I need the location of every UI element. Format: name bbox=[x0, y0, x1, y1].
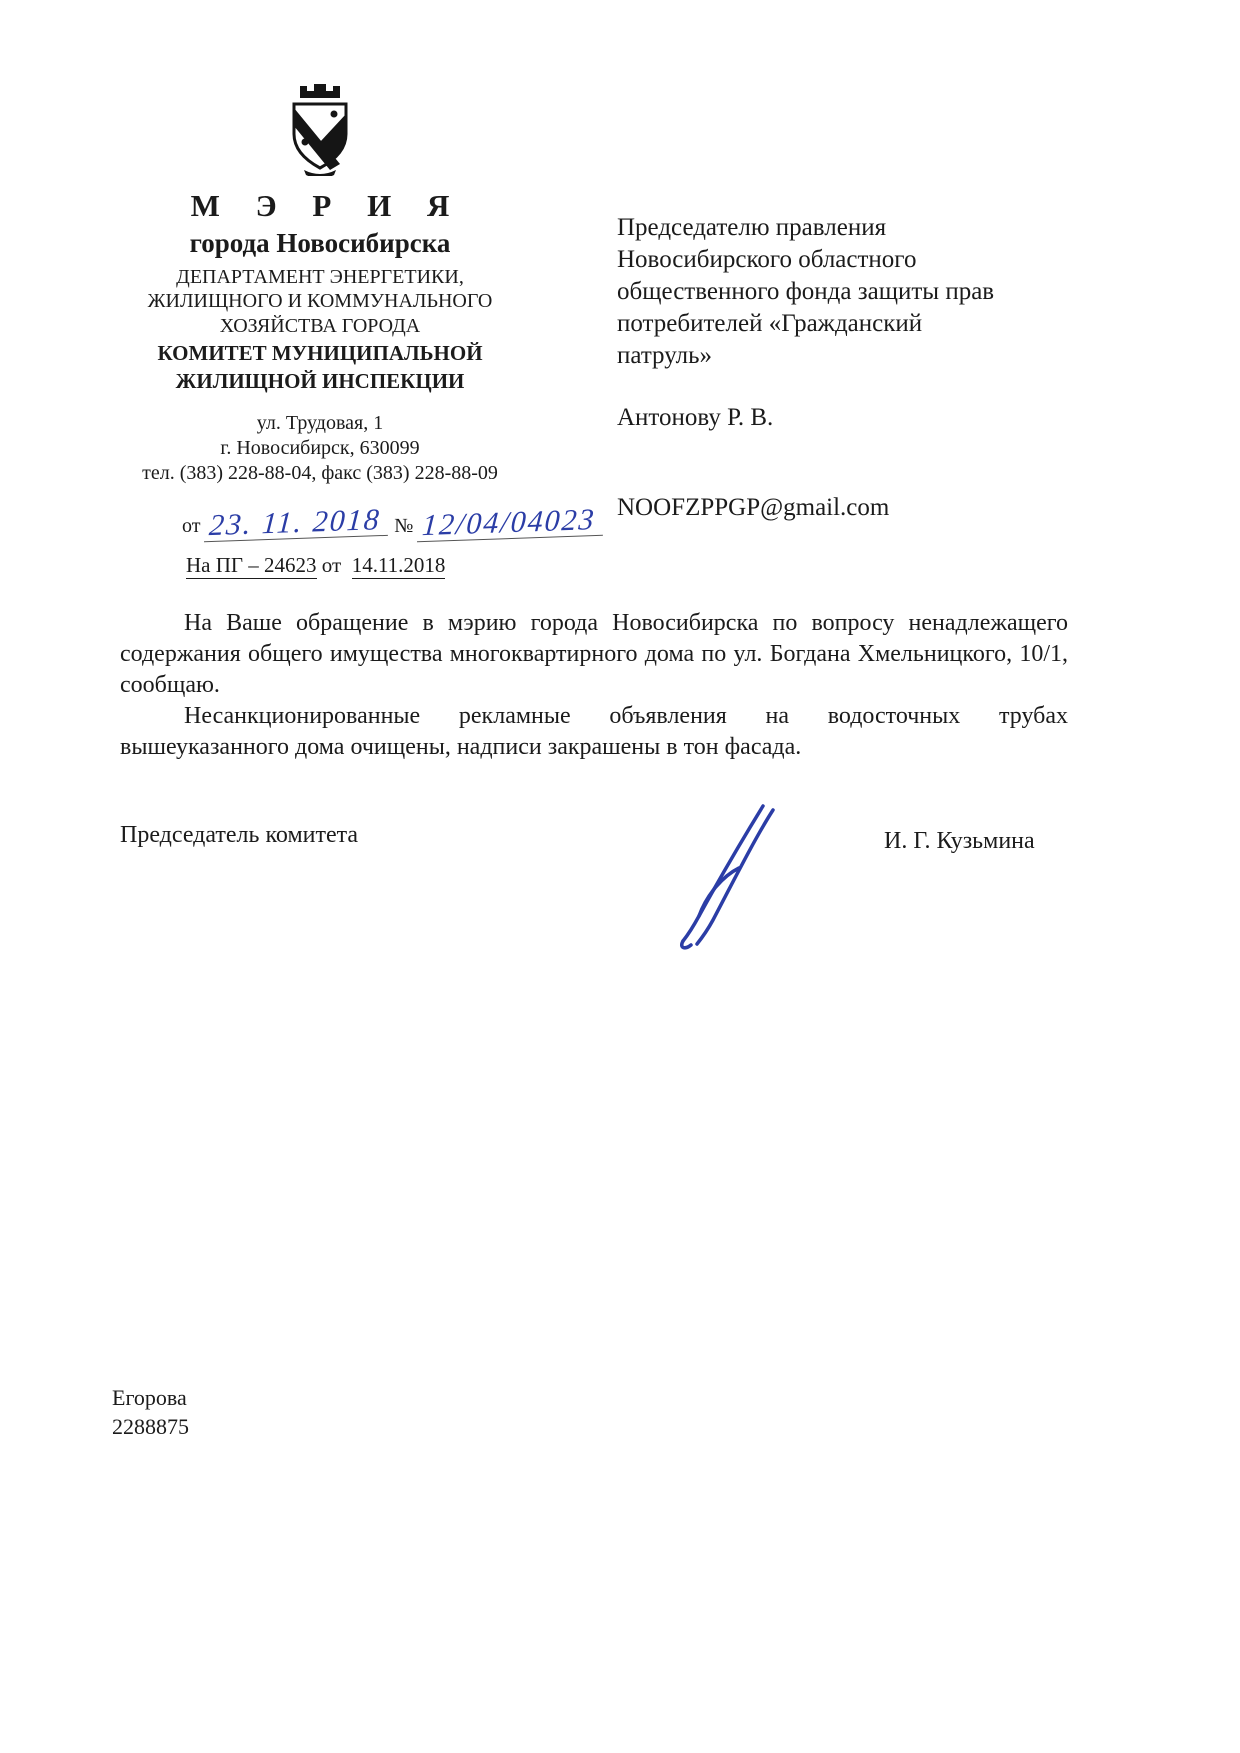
letter-body bbox=[120, 608, 1068, 763]
executor-block bbox=[112, 1384, 189, 1441]
address-line: тел. (383) 228-88-04, факс (383) 228-88-09 bbox=[142, 461, 498, 484]
address-line: ул. Трудовая, 1 bbox=[256, 411, 384, 434]
executor-phone: 2288875 bbox=[112, 1413, 189, 1439]
committee-line: ЖИЛИЩНОЙ ИНСПЕКЦИИ bbox=[175, 369, 465, 394]
letterhead bbox=[90, 80, 598, 578]
number-prefix: № bbox=[394, 514, 414, 537]
dept-line: ХОЗЯЙСТВА ГОРОДА bbox=[219, 314, 421, 337]
signer-name: И. Г. Кузьмина bbox=[884, 828, 1035, 854]
recipient-block bbox=[617, 212, 1107, 522]
recipient-email: NOOFZPPGP@gmail.com bbox=[617, 494, 890, 521]
reference-date: 14.11.2018 bbox=[351, 552, 446, 577]
handwritten-number: 12/04/04023 bbox=[417, 504, 605, 542]
executor-name: Егорова bbox=[112, 1385, 187, 1410]
org-title: М Э Р И Я bbox=[190, 188, 464, 223]
address-line: г. Новосибирск, 630099 bbox=[220, 436, 420, 459]
signer-position: Председатель комитета bbox=[120, 822, 359, 848]
body-paragraph-2: Несанкционированные рекламные объявления на водосточных трубах вышеуказанного дома очищены, надписи закрашены в тон фасада. bbox=[120, 703, 1068, 760]
recipient-line: Председателю правления bbox=[617, 214, 887, 241]
committee-line: КОМИТЕТ МУНИЦИПАЛЬНОЙ bbox=[157, 341, 483, 366]
recipient-name: Антонову Р. В. bbox=[617, 404, 774, 431]
reference-mid: от bbox=[321, 552, 342, 577]
novosibirsk-coat-of-arms-icon bbox=[274, 80, 366, 176]
dept-line: ДЕПАРТАМЕНТ ЭНЕРГЕТИКИ, bbox=[176, 266, 464, 288]
org-subtitle: города Новосибирска bbox=[189, 228, 451, 258]
reference-line bbox=[90, 553, 550, 578]
body-paragraph-1: На Ваше обращение в мэрию города Новосибирска по вопросу ненадлежащего содержания общего имущества многоквартирного дома по ул. Богдана Хмельницкого, 10/1, сообщаю. bbox=[120, 610, 1068, 698]
recipient-line: патруль» bbox=[617, 342, 713, 369]
date-prefix: от bbox=[182, 514, 201, 537]
recipient-line: общественного фонда защиты прав bbox=[617, 278, 995, 305]
org-address bbox=[90, 411, 550, 486]
reference-number: На ПГ – 24623 bbox=[186, 552, 317, 577]
recipient-line: потребителей «Гражданский bbox=[617, 310, 923, 337]
recipient-line: Новосибирского областного bbox=[617, 246, 917, 273]
handwritten-signature bbox=[655, 798, 795, 953]
dept-line: ЖИЛИЩНОГО И КОММУНАЛЬНОГО bbox=[147, 290, 493, 313]
handwritten-date: 23. 11. 2018 bbox=[204, 504, 390, 542]
outgoing-date-number-line bbox=[90, 502, 598, 542]
